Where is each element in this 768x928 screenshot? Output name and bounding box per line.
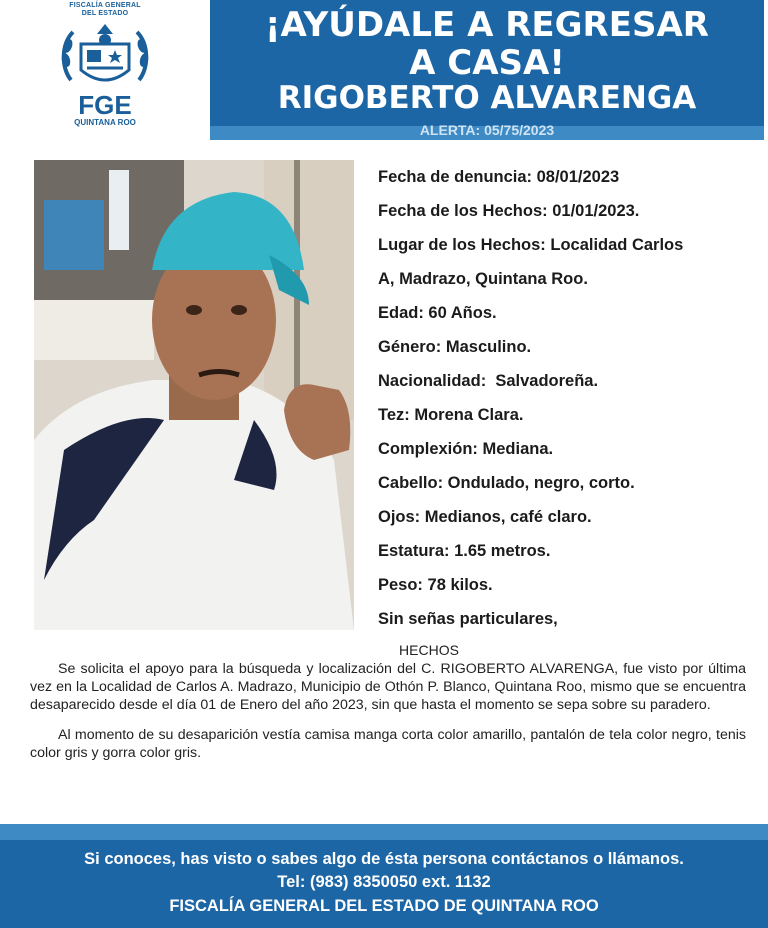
logo-org-line1: FISCALÍA GENERAL bbox=[69, 2, 141, 9]
logo-acronym: FGE bbox=[78, 90, 132, 120]
person-photo bbox=[34, 160, 354, 630]
detail-tez: Tez: Morena Clara. bbox=[378, 406, 524, 424]
facts-title: HECHOS bbox=[399, 642, 459, 658]
detail-nacionalidad: Nacionalidad: Salvadoreña. bbox=[378, 372, 599, 390]
headline-line1: ¡AYÚDALE A REGRESAR bbox=[265, 5, 709, 45]
detail-lugar-line2: A, Madrazo, Quintana Roo. bbox=[378, 270, 588, 288]
headline-line2: A CASA! bbox=[409, 43, 565, 83]
facts-body bbox=[30, 660, 746, 774]
footer-call-to-action: Si conoces, has visto o sabes algo de ésta persona contáctanos o llámanos. bbox=[84, 850, 684, 868]
footer-phone: Tel: (983) 8350050 ext. 1132 bbox=[277, 873, 491, 891]
detail-senas: Sin señas particulares, bbox=[378, 610, 558, 628]
detail-cabello: Cabello: Ondulado, negro, corto. bbox=[378, 474, 635, 492]
alert-strip bbox=[210, 122, 764, 140]
detail-fecha-denuncia: Fecha de denuncia: 08/01/2023 bbox=[378, 168, 620, 186]
footer-org-name: FISCALÍA GENERAL DEL ESTADO DE QUINTANA ROO bbox=[169, 897, 599, 915]
fge-logo bbox=[40, 2, 170, 142]
footer-contact bbox=[0, 840, 768, 928]
facts-paragraph-2: Al momento de su desaparición vestía camisa manga corta color amarillo, pantalón de tela color negro, tenis color gris y gorra color gris. bbox=[30, 727, 746, 761]
detail-complexion: Complexión: Mediana. bbox=[378, 440, 554, 458]
logo-org-line2: DEL ESTADO bbox=[81, 10, 129, 17]
detail-lugar-line1: Lugar de los Hechos: Localidad Carlos bbox=[378, 236, 684, 254]
person-photo-image bbox=[34, 160, 354, 630]
detail-edad: Edad: 60 Años. bbox=[378, 304, 497, 322]
detail-fecha-hechos: Fecha de los Hechos: 01/01/2023. bbox=[378, 202, 640, 220]
shield-emblem-icon bbox=[57, 20, 153, 94]
header-banner bbox=[210, 0, 764, 130]
alert-date: ALERTA: 05/75/2023 bbox=[419, 122, 555, 138]
person-details bbox=[378, 160, 753, 636]
logo-state: QUINTANA ROO bbox=[74, 118, 136, 127]
detail-estatura: Estatura: 1.65 metros. bbox=[378, 542, 551, 560]
detail-ojos: Ojos: Medianos, café claro. bbox=[378, 508, 592, 526]
footer-strip bbox=[0, 824, 768, 840]
missing-person-name: RIGOBERTO ALVARENGA bbox=[277, 80, 697, 116]
detail-peso: Peso: 78 kilos. bbox=[378, 576, 493, 594]
detail-genero: Género: Masculino. bbox=[378, 338, 532, 356]
facts-paragraph-1: Se solicita el apoyo para la búsqueda y localización del C. RIGOBERTO ALVARENGA, fue visto por última vez en la Localidad de Carlos A. Madrazo, Municipio de Othón P. Blanco, Quintana Roo, mismo que se encuentra desaparecido desde el día 01 de Enero del año 2023, sin que hasta el momento se sepa sobre su paradero. bbox=[30, 661, 746, 713]
